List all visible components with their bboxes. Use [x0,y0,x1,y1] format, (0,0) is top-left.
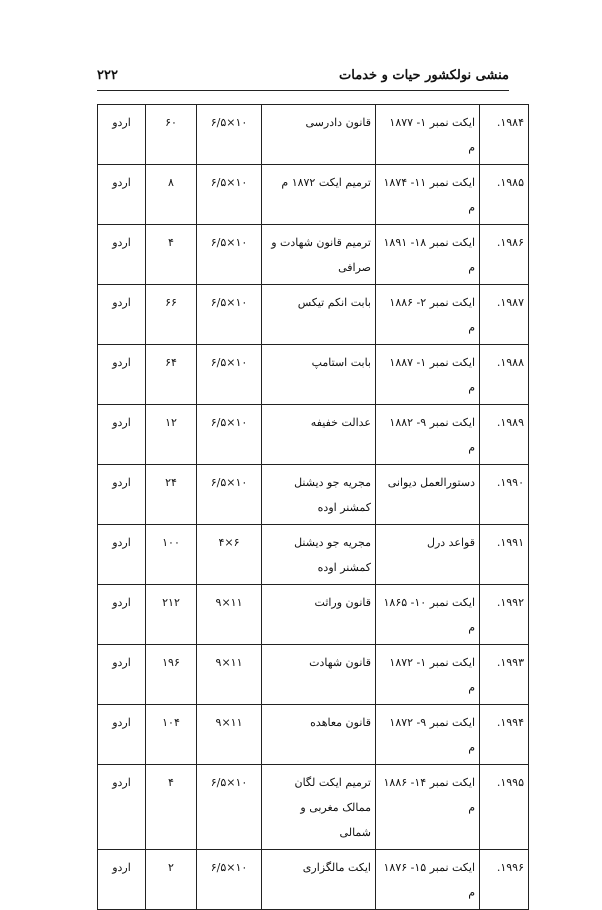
table-row [98,405,529,465]
book-size: ۱۰×۶/۵ [197,765,262,850]
act-reference: ایکت نمبر ۹- ۱۸۷۲ م [376,705,480,765]
page-count: ۶۶ [146,285,197,345]
book-size: ۱۱×۹ [197,705,262,765]
language: اردو [98,525,146,585]
book-size: ۱۰×۶/۵ [197,285,262,345]
entry-number: ۱۹۹۴. [480,705,529,765]
entry-number: ۱۹۸۷. [480,285,529,345]
act-reference: ایکت نمبر ۱۰- ۱۸۶۵ م [376,585,480,645]
table-row [98,645,529,705]
book-size: ۱۰×۶/۵ [197,345,262,405]
language: اردو [98,105,146,165]
law-title: قانون وراثت [262,585,376,645]
page-count: ۴ [146,765,197,850]
language: اردو [98,165,146,225]
law-title: ترمیم ایکت ۱۸۷۲ م [262,165,376,225]
language: اردو [98,645,146,705]
act-reference: ایکت نمبر ۹- ۱۸۸۲ م [376,405,480,465]
entry-number: ۱۹۹۰. [480,465,529,525]
language: اردو [98,285,146,345]
language: اردو [98,465,146,525]
page-count: ۲ [146,850,197,910]
page-count: ۶۴ [146,345,197,405]
entry-number: ۱۹۹۵. [480,765,529,850]
language: اردو [98,585,146,645]
entry-number: ۱۹۸۴. [480,105,529,165]
book-size: ۱۰×۶/۵ [197,465,262,525]
entry-number: ۱۹۸۹. [480,405,529,465]
act-reference: ایکت نمبر ۱- ۱۸۸۷ م [376,345,480,405]
table-row [98,225,529,285]
law-title: بابت انکم تیکس [262,285,376,345]
act-reference: ایکت نمبر ۱- ۱۸۷۲ م [376,645,480,705]
act-reference: ایکت نمبر ۱۱- ۱۸۷۴ م [376,165,480,225]
law-title: قانون دادرسی [262,105,376,165]
page-count: ۱۰۰ [146,525,197,585]
law-title: قانون معاهده [262,705,376,765]
book-size: ۱۰×۶/۵ [197,165,262,225]
book-size: ۱۱×۹ [197,585,262,645]
law-title: مجریه جو دیشنل کمشنر اوده [262,465,376,525]
table-row [98,465,529,525]
act-reference: دستورالعمل دیوانی [376,465,480,525]
act-reference: ایکت نمبر ۱۵- ۱۸۷۶ م [376,850,480,910]
book-size: ۱۰×۶/۵ [197,405,262,465]
table-row [98,850,529,910]
table-row [98,105,529,165]
act-reference: ایکت نمبر ۱۸- ۱۸۹۱ م [376,225,480,285]
page-count: ۲۱۲ [146,585,197,645]
law-title: ایکت مالگزاری [262,850,376,910]
page-count: ۱۰۴ [146,705,197,765]
language: اردو [98,705,146,765]
law-title: عدالت خفیفه [262,405,376,465]
table-row [98,285,529,345]
law-title: بابت استامپ [262,345,376,405]
page-number: ۲۲۲ [97,68,118,83]
act-reference: ایکت نمبر ۱۴- ۱۸۸۶ م [376,765,480,850]
language: اردو [98,850,146,910]
language: اردو [98,345,146,405]
page-count: ۴ [146,225,197,285]
language: اردو [98,765,146,850]
act-reference: ایکت نمبر ۱- ۱۸۷۷ م [376,105,480,165]
book-size: ۱۰×۶/۵ [197,225,262,285]
catalog-table-body [98,105,529,910]
book-size: ۱۰×۶/۵ [197,105,262,165]
table-row [98,165,529,225]
catalog-table [97,104,529,910]
table-row [98,525,529,585]
entry-number: ۱۹۹۲. [480,585,529,645]
page-count: ۲۴ [146,465,197,525]
act-reference: ایکت نمبر ۲- ۱۸۸۶ م [376,285,480,345]
language: اردو [98,405,146,465]
book-size: ۱۰×۶/۵ [197,850,262,910]
law-title: مجریه جو دیشنل کمشنر اوده [262,525,376,585]
law-title: قانون شهادت [262,645,376,705]
running-title: منشی نولکشور حیات و خدمات [339,68,509,83]
entry-number: ۱۹۹۳. [480,645,529,705]
entry-number: ۱۹۸۸. [480,345,529,405]
page-count: ۱۹۶ [146,645,197,705]
table-row [98,585,529,645]
act-reference: قواعد درل [376,525,480,585]
entry-number: ۱۹۸۵. [480,165,529,225]
table-row [98,345,529,405]
book-size: ۶×۴ [197,525,262,585]
page-count: ۱۲ [146,405,197,465]
page-header [97,60,509,91]
table-row [98,705,529,765]
page-count: ۸ [146,165,197,225]
language: اردو [98,225,146,285]
law-title: ترمیم قانون شهادت و صرافی [262,225,376,285]
page-count: ۶۰ [146,105,197,165]
entry-number: ۱۹۹۱. [480,525,529,585]
entry-number: ۱۹۸۶. [480,225,529,285]
law-title: ترمیم ایکت لگان ممالک مغربی و شمالی [262,765,376,850]
entry-number: ۱۹۹۶. [480,850,529,910]
book-size: ۱۱×۹ [197,645,262,705]
table-row [98,765,529,850]
